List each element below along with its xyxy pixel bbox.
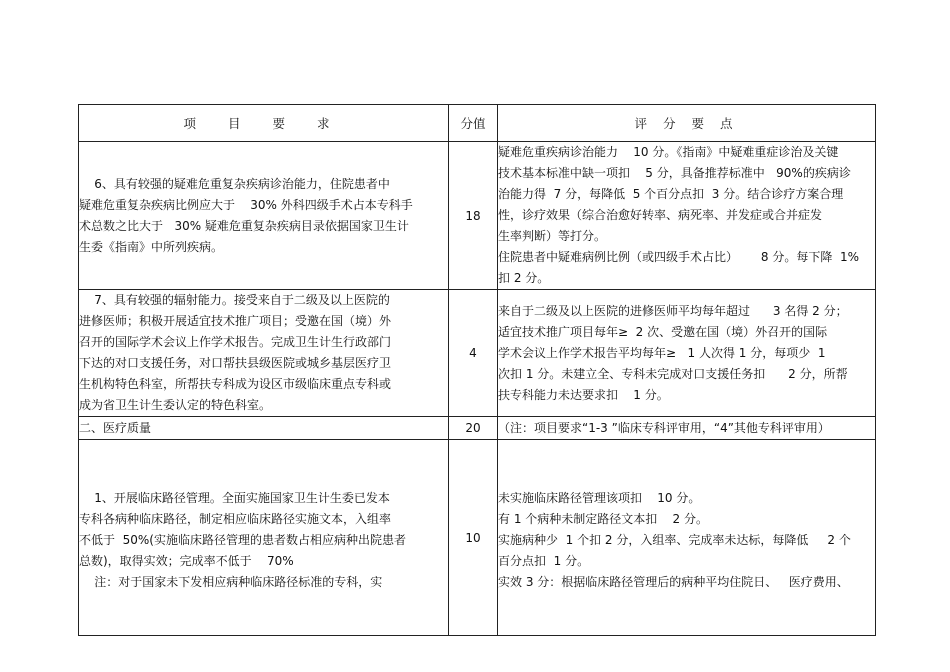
- table-row: [79, 142, 876, 290]
- section-row: [79, 417, 876, 440]
- score-cell: 10: [449, 440, 498, 636]
- score-cell: 18: [449, 142, 498, 290]
- evaluation-cell: 疑难危重疾病诊治能力 10 分。《指南》中疑难重症诊治及关键 技术基本标准中缺一项扣 5 分，具备推荐标准中 90%的疾病诊 治能力得 7 分，每降低 5 个百分点扣 3 分。结合诊疗方案合理 性，诊疗效果（综合治愈好转率、病死率、并发症或合并症发 生率判断）等打分。 住院患者中疑难病例比例（或四级手术占比） 8 分。每下降 1% 扣 2 分。: [498, 142, 876, 290]
- score-cell: 20: [449, 417, 498, 440]
- section-note: （注：项目要求“1-3 ”临床专科评审用，“4”其他专科评审用）: [498, 417, 876, 440]
- table-row: [79, 440, 876, 636]
- requirement-text: 1、开展临床路径管理。全面实施国家卫生计生委已发本 专科各病种临床路径，制定相应临床路径实施文本，入组率 不低于 50%(实施临床路径管理的患者数占相应病种出院患者 总数)，取得实效；完成率不低于 70% 注：对于国家未下发相应病种临床路径标准的专科，实: [79, 491, 406, 589]
- evaluation-cell: [498, 440, 876, 636]
- header-score: 分值: [449, 105, 498, 142]
- header-requirement: 项 目 要 求: [79, 105, 449, 142]
- evaluation-cell: 来自于二级及以上医院的进修医师平均每年超过 3 名得 2 分； 适宜技术推广项目每年≥ 2 次、受邀在国（境）外召开的国际 学术会议上作学术报告平均每年≥ 1 人次得 1 分，每项少 1 次扣 1 分。未建立全、专科未完成对口支援任务扣 2 分，所帮 扶专科能力未达要求扣 1 分。: [498, 290, 876, 417]
- table-row: [79, 290, 876, 417]
- evaluation-table: [78, 104, 876, 636]
- header-evaluation: 评 分 要 点: [498, 105, 876, 142]
- requirement-cell: [79, 440, 449, 636]
- section-title: 二、医疗质量: [79, 417, 449, 440]
- evaluation-text: 未实施临床路径管理该项扣 10 分。 有 1 个病种未制定路径文本扣 2 分。 实施病种少 1 个扣 2 分，入组率、完成率未达标，每降低 2 个 百分点扣 1 分。 实效 3 分：根据临床路径管理后的病种平均住院日、 医疗费用、: [498, 491, 851, 589]
- table-header-row: [79, 105, 876, 142]
- requirement-cell: 7、具有较强的辐射能力。接受来自于二级及以上医院的 进修医师；积极开展适宜技术推广项目；受邀在国（境）外 召开的国际学术会议上作学术报告。完成卫生计生行政部门 下达的对口支援任务，对口帮扶县级医院或城乡基层医疗卫 生机构特色科室，所帮扶专科成为设区市级临床重点专科或 成为省卫生计生委认定的特色科室。: [79, 290, 449, 417]
- score-cell: 4: [449, 290, 498, 417]
- requirement-cell: 6、具有较强的疑难危重复杂疾病诊治能力，住院患者中 疑难危重复杂疾病比例应大于 30% 外科四级手术占本专科手 术总数之比大于 30% 疑难危重复杂疾病目录依据国家卫生计 生委《指南》中所列疾病。: [79, 142, 449, 290]
